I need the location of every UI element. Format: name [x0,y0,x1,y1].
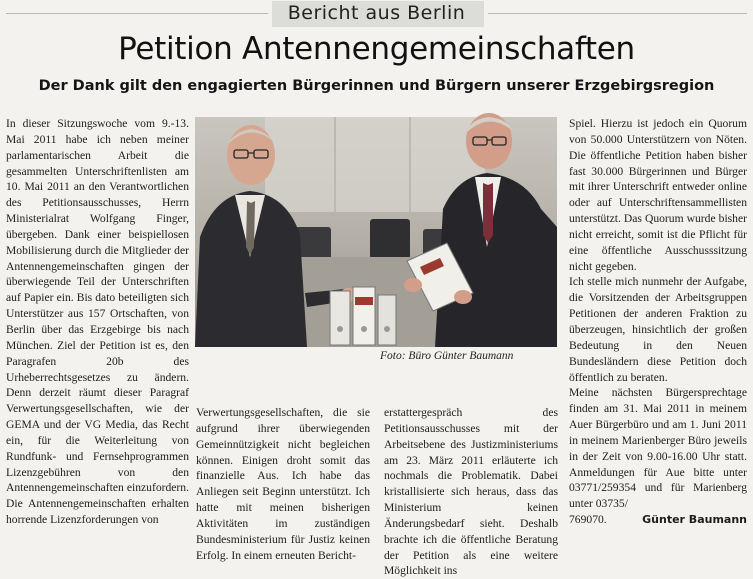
author-signature: Günter Baumann [642,513,747,527]
column-4-paragraph-3: Meine nächsten Bürgersprechtage finden am 31. Mai 2011 in meinem Auer Bürgerbüro und am 1. Juni 2011 in meinem Marienberger Büro jeweils in der Zeit von 9.00-16.00 Uhr statt. Anmeldungen für Aue bitte unter 03771/259354 und für Marienberg unter 03735/ [569,386,747,511]
photo-illustration [195,117,557,347]
article-column-1 [6,116,189,528]
article-photo [195,117,557,347]
article-column-3 [384,405,558,578]
column-3-text: erstattergespräch des Petitionsausschusses mit der Arbeitsebene des Justizministeriums am 23. März 2011 erläuterte ich nochmals die Problematik. Dabei kristallisierte sich heraus, dass das Ministerium keinen Änderungsbedarf sieht. Deshalb brachte ich die öffentliche Beratung der Petition als eine weitere Möglichkeit ins [384,406,558,578]
binder-folders-icon [330,287,396,345]
column-4-paragraph-2: Ich stelle mich nunmehr der Aufgabe, die Vorsitzenden der Arbeitsgruppen Petitionen der anderen Fraktion zu überzeugen, hinsichtlich der großen Bedeutung in den Neuen Bundesländern diese Petition doch öffentlich zu beraten. [569,275,747,384]
article-column-2 [196,405,370,562]
column-2-text: Verwertungsgesellschaften, die sie aufgrund ihrer überwiegenden Gemeinnützigkeit nicht begleichen können. Einigen droht somit das finanzielle Aus. Ich habe das Anliegen seit Beginn unterstützt. Ich hatte mit meinen bisherigen Aktivitäten im zuständigen Bundesministerium für Justiz keinen Erfolg. In einem erneuten Bericht- [196,406,370,562]
section-kicker [0,0,753,28]
subheadline: Der Dank gilt den engagierten Bürgerinnen und Bürgern unserer Erzgebirgsregion [38,78,715,94]
headline: Petition Antennengemeinschaften [118,31,635,67]
article-column-4 [569,116,747,528]
photo-caption: Foto: Büro Günter Baumann [380,350,514,362]
kicker-text: Bericht aus Berlin [287,2,466,24]
column-4-paragraph-1: Spiel. Hierzu ist jedoch ein Quorum von 50.000 Unterstützern von Nöten. Die öffentliche Petition haben bisher fast 30.000 Bürgerinnen und Bürger mit ihrer Unterschrift entweder online oder auf Unterschriftensammellisten unterstützt. Das Quorum wurde bisher nicht erreicht, somit ist die Pflicht für eine öffentliche Ausschusssitzung nicht gegeben. [569,117,747,273]
column-1-text: In dieser Sitzungswoche vom 9.-13. Mai 2011 habe ich neben meiner parlamentarischen Arbeit die gesammelten Unterschriftenlisten am 10. Mai 2011 an den Verantwortlichen des Petitionsausschusses, Herrn Ministerialrat Wolfgang Finger, übergeben. Dank einer beispiellosen Mobilisierung durch die Mitglieder der Antennengemeinschaften gingen der überwiegende Teil der Unterschriften auf Papier ein. Bis dato beteiligten sich Unterstützer aus 157 Ortschaften, von Berlin über das Erzgebirge bis nach München. Ziel der Petition ist es, den Paragrafen 20b des Urheberrechtsgesetzes zu ändern. Denn derzeit räumt dieser Paragraf Verwertungsgesellschaften, wie der GEMA und der VG Media, das Recht ein, für die Weiterleitung von Rundfunk- und Fernsehprogrammen Lizenzgebühren von den Antennengemeinschaften einzufordern. Die Antennengemeinschaften erhalten horrende Lizenzforderungen von [6,117,189,527]
closing-line [569,512,747,528]
chair-icon [370,219,410,259]
closing-phone: 769070. [569,513,607,527]
